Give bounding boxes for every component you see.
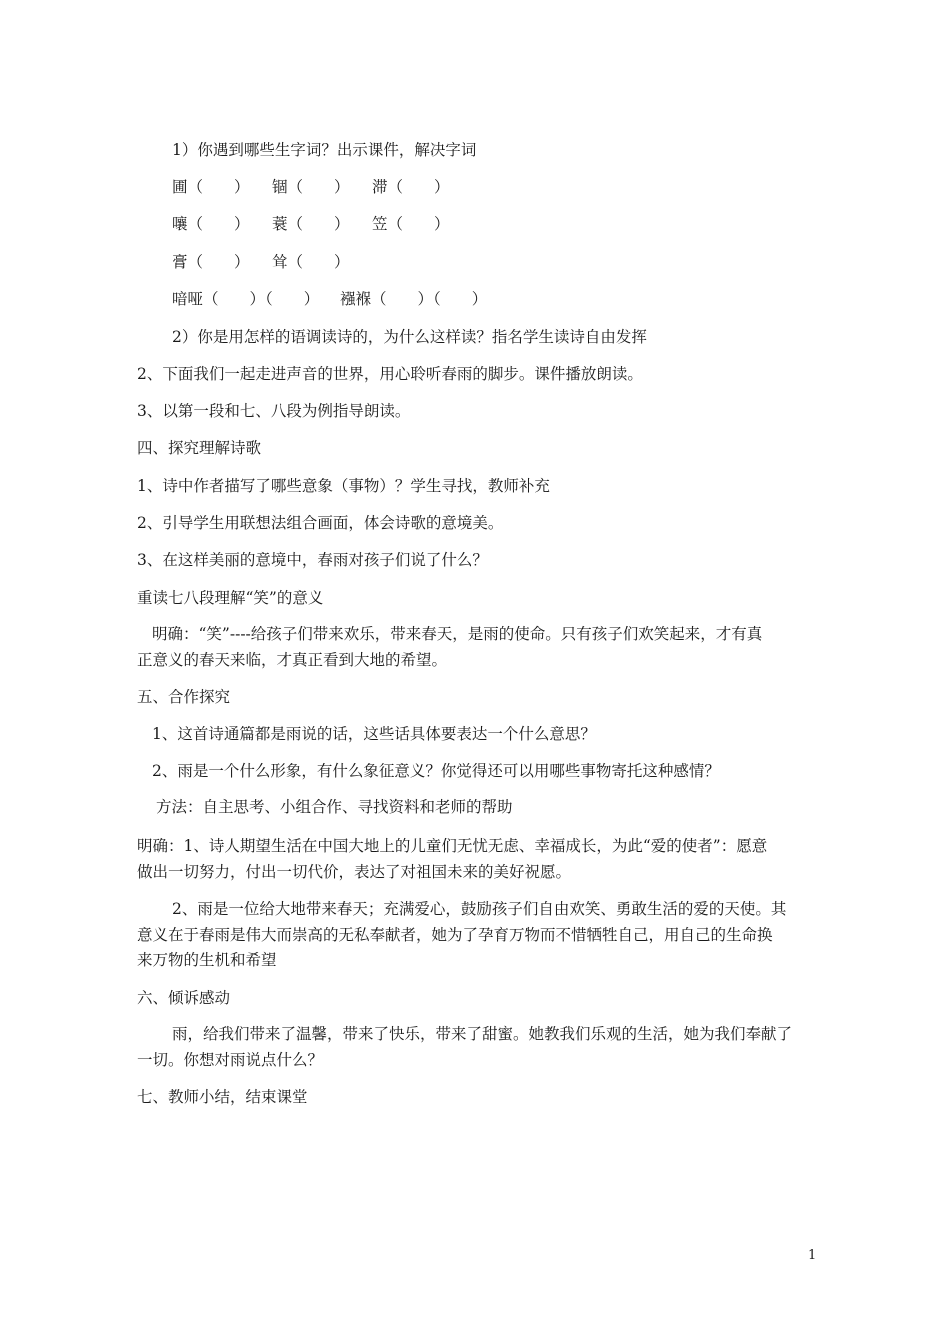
vocab-item: 锢（ ） (272, 178, 350, 196)
text-line: 2、雨是一位给大地带来春天；充满爱心，鼓励孩子们自由欢笑、勇敢生活的爱的天使。其 (172, 900, 787, 918)
vocab-item: 嚷（ ） (172, 215, 250, 233)
section-heading: 六、倾诉感动 (137, 989, 231, 1007)
text-line: 2、下面我们一起走进声音的世界，用心聆听春雨的脚步。课件播放朗读。 (137, 365, 643, 383)
text-line: 2）你是用怎样的语调读诗的，为什么这样读？指名学生读诗自由发挥 (172, 328, 647, 346)
vocab-item: 圃（ ） (172, 178, 250, 196)
text-line: 1、诗中作者描写了哪些意象（事物）？学生寻找，教师补充 (137, 477, 550, 495)
text-line: 3、以第一段和七、八段为例指导朗读。 (137, 402, 411, 420)
vocab-item: 喑哑（ ）（ ） (172, 290, 320, 308)
page-number: 1 (808, 1248, 817, 1263)
text-line: 2、雨是一个什么形象，有什么象征意义？你觉得还可以用哪些事物寄托这种感情？ (152, 762, 720, 780)
section-heading: 五、合作探究 (137, 688, 231, 706)
text-line: 雨，给我们带来了温馨，带来了快乐，带来了甜蜜。她教我们乐观的生活，她为我们奉献了 (172, 1025, 793, 1043)
vocab-item: 蓑（ ） (272, 215, 350, 233)
text-line: 意义在于春雨是伟大而崇高的无私奉献者，她为了孕育万物而不惜牺牲自己，用自己的生命换 (137, 926, 773, 944)
vocab-item: 膏（ ） (172, 253, 250, 271)
text-line: 3、在这样美丽的意境中，春雨对孩子们说了什么？ (137, 551, 488, 569)
text-line: 2、引导学生用联想法组合画面，体会诗歌的意境美。 (137, 514, 504, 532)
text-line: 做出一切努力，付出一切代价，表达了对祖国未来的美好祝愿。 (137, 863, 572, 881)
vocab-item: 滞（ ） (372, 178, 450, 196)
section-heading: 七、教师小结，结束课堂 (137, 1088, 308, 1106)
vocab-item: 耸（ ） (272, 253, 350, 271)
text-line: 明确：“笑”----给孩子们带来欢乐，带来春天，是雨的使命。只有孩子们欢笑起来，才有真 (152, 625, 763, 643)
text-line: 方法：自主思考、小组合作、寻找资料和老师的帮助 (156, 798, 513, 816)
text-line: 来万物的生机和希望 (137, 951, 277, 969)
section-heading: 四、探究理解诗歌 (137, 439, 262, 457)
text-line: 重读七八段理解“笑”的意义 (137, 589, 324, 607)
text-line: 1、这首诗通篇都是雨说的话，这些话具体要表达一个什么意思？ (152, 725, 596, 743)
text-line: 正意义的春天来临，才真正看到大地的希望。 (137, 651, 448, 669)
text-line: 1）你遇到哪些生字词？出示课件，解决字词 (172, 141, 477, 159)
vocab-item: 襁褓（ ）（ ） (340, 290, 488, 308)
text-line: 明确：1、诗人期望生活在中国大地上的儿童们无忧无虑、幸福成长，为此“爱的使者”：愿意 (137, 837, 768, 855)
vocab-item: 笠（ ） (372, 215, 450, 233)
text-line: 一切。你想对雨说点什么？ (137, 1051, 324, 1069)
